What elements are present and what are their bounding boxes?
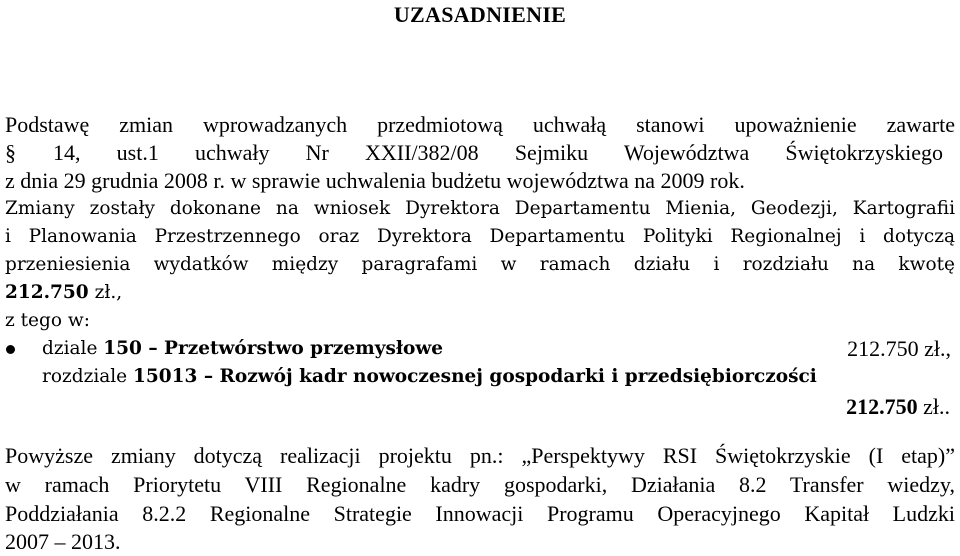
- bullet-icon: [6, 345, 15, 354]
- rozdzial-text: [42, 363, 817, 391]
- para1-line2-text: 14, ust.1 uchwały Nr XXII/382/08 Sejmiku Województwa Świętokrzyskiego: [53, 140, 943, 165]
- list-item-rozdzial: [5, 363, 955, 391]
- dzial-name: 150 – Przetwórstwo przemysłowe: [103, 338, 444, 359]
- list-item-dzial: [5, 335, 955, 363]
- para2-line1: Zmiany zostały dokonane na wniosek Dyrektora Departamentu Mienia, Geodezji, Kartografii: [5, 198, 955, 219]
- para2-amount: 212.750: [5, 282, 89, 303]
- para3-line1: Powyższe zmiany dotyczą realizacji projektu pn.: „Perspektywy RSI Świętokrzyskie (I etap)”: [5, 443, 955, 468]
- section-sign: §: [5, 140, 16, 165]
- document-title: UZASADNIENIE: [393, 2, 567, 27]
- para2-amount-line: [5, 279, 955, 307]
- rozdzial-name: 15013 – Rozwój kadr nowoczesnej gospodarki i przedsiębiorczości: [133, 366, 817, 387]
- para2-amount-unit: zł.,: [88, 282, 123, 303]
- dzial-amount: 212.750 zł.,: [847, 336, 951, 361]
- para1-line2: [5, 139, 955, 167]
- para1-line1: Podstawę zmian wprowadzanych przedmiotową uchwałą stanowi upoważnienie zawarte: [5, 112, 955, 137]
- dzial-text: [42, 335, 443, 363]
- para1-line3: z dnia 29 grudnia 2008 r. w sprawie uchwalenia budżetu województwa na 2009 rok.: [5, 168, 745, 193]
- para3-line4: 2007 – 2013.: [5, 529, 121, 554]
- para2-line3: przeniesienia wydatków między paragrafami w ramach działu i rozdziału na kwotę: [5, 254, 955, 275]
- dzial-prefix: dziale: [42, 338, 104, 359]
- para2-line2: i Planowania Przestrzennego oraz Dyrektora Departamentu Polityki Regionalnej i dotyczą: [5, 226, 955, 247]
- rozdzial-amount-value: 212.750: [846, 394, 918, 419]
- rozdzial-amount-unit: zł..: [917, 394, 950, 419]
- rozdzial-amount: [846, 393, 950, 421]
- para3-line2: w ramach Priorytetu VIII Regionalne kadry gospodarki, Działania 8.2 Transfer wiedzy,: [5, 472, 955, 497]
- rozdzial-prefix: rozdziale: [42, 366, 134, 387]
- para2-line5: z tego w:: [5, 310, 90, 331]
- rozdzial-amount-row: [5, 393, 955, 421]
- para3-line3: Poddziałania 8.2.2 Regionalne Strategie Innowacji Programu Operacyjnego Kapitał Ludzki: [5, 501, 955, 526]
